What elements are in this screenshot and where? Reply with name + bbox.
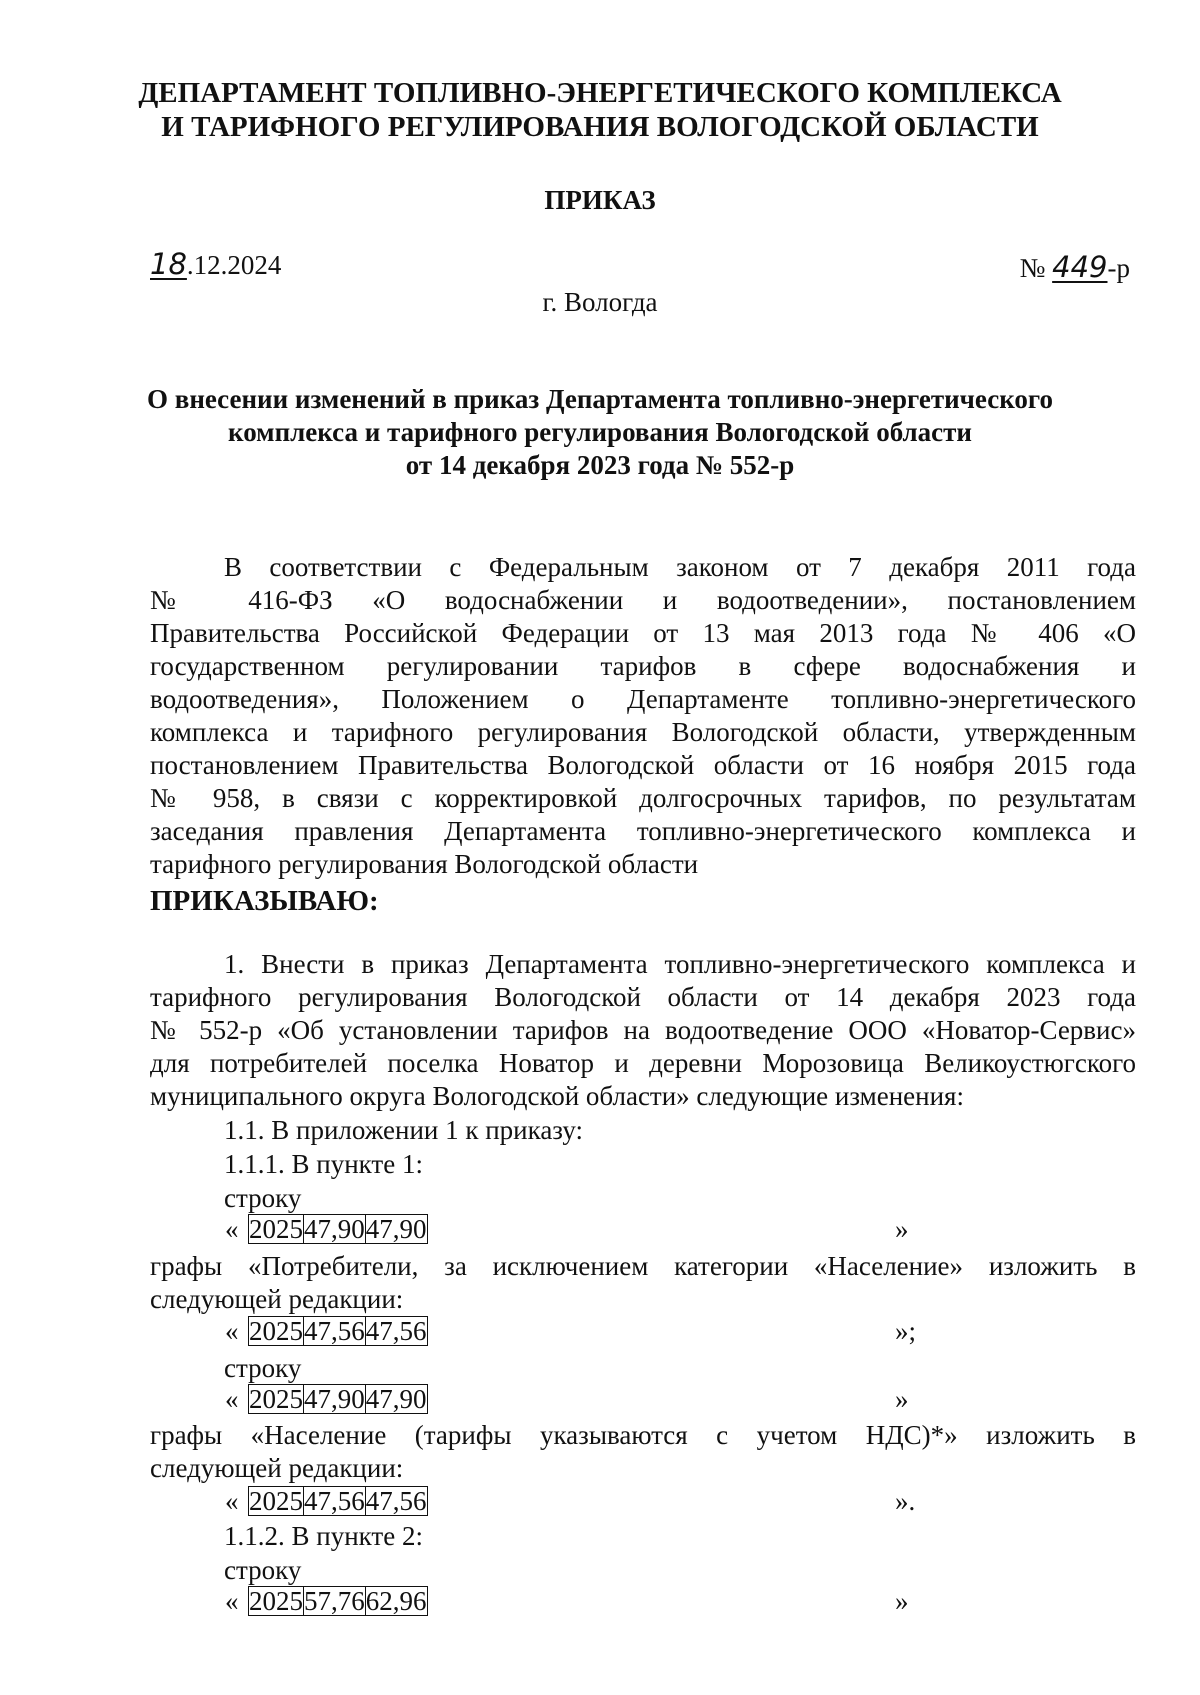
document-subject	[0, 383, 1200, 482]
preamble-line: заседания правления Департамента топливно-энергетического комплекса и	[150, 816, 1136, 846]
subject-line3: от 14 декабря 2023 года № 552-р	[405, 450, 795, 480]
graf-1-line: следующей редакции:	[150, 1284, 404, 1314]
graf-1	[150, 1250, 1136, 1316]
order-word: ПРИКАЗЫВАЮ:	[150, 885, 379, 917]
preamble-line: № 958, в связи с корректировкой долгосрочных тарифов, по результатам	[150, 783, 1136, 813]
graf-1-line: графы «Потребители, за исключением категории «Население» изложить в	[150, 1251, 1136, 1281]
preamble-line: тарифного регулирования Вологодской области	[150, 849, 699, 879]
tariff-value-2: 47,90	[365, 1214, 427, 1244]
number-handwritten: 449	[1052, 250, 1108, 284]
tariff-row-table	[248, 1384, 428, 1414]
preamble-line: В соответствии с Федеральным законом от 7 декабря 2011 года	[224, 552, 1136, 582]
tariff-year: 2025	[249, 1384, 303, 1414]
number-prefix: №	[1019, 253, 1046, 283]
subject-line2: комплекса и тарифного регулирования Вологодской области	[228, 417, 972, 447]
quote-open: «	[225, 1384, 239, 1414]
item-1-line: для потребителей поселка Новатор и деревни Морозовица Великоустюгского	[150, 1048, 1136, 1078]
number-suffix: -р	[1107, 253, 1130, 283]
tariff-row-table	[248, 1316, 428, 1346]
preamble-line: водоотведения», Положением о Департаменте топливно-энергетического	[150, 684, 1136, 714]
tariff-value-1: 47,90	[304, 1384, 365, 1414]
date-day-handwritten: 18	[150, 247, 187, 281]
quote-open: «	[225, 1586, 239, 1616]
quote-close: ».	[895, 1486, 916, 1516]
word-stroku: строку	[224, 1555, 302, 1585]
preamble	[150, 551, 1136, 881]
tariff-value-2: 62,96	[365, 1586, 427, 1616]
quote-open: «	[225, 1316, 239, 1346]
quote-close: »	[895, 1214, 909, 1244]
quote-close: »;	[895, 1316, 917, 1346]
city: г. Вологда	[542, 287, 658, 317]
department-name-line2: И ТАРИФНОГО РЕГУЛИРОВАНИЯ ВОЛОГОДСКОЙ ОБЛАСТИ	[161, 111, 1039, 143]
item-1-line: № 552-р «Об установлении тарифов на водоотведение ООО «Новатор-Сервис»	[150, 1015, 1136, 1045]
tariff-year: 2025	[249, 1586, 303, 1616]
document-date	[150, 247, 281, 281]
quote-close: »	[895, 1586, 909, 1616]
item-1-1-1: 1.1.1. В пункте 1:	[224, 1149, 423, 1179]
document-number	[1020, 250, 1130, 284]
date-rest: .12.2024	[186, 250, 282, 280]
preamble-line: комплекса и тарифного регулирования Вологодской области, утвержденным	[150, 717, 1136, 747]
graf-2-line: графы «Население (тарифы указываются с учетом НДС)*» изложить в	[150, 1420, 1136, 1450]
quote-open: «	[225, 1214, 239, 1244]
item-1	[150, 948, 1136, 1113]
tariff-year: 2025	[249, 1316, 303, 1346]
tariff-value-2: 47,56	[365, 1486, 427, 1516]
department-name-line1: ДЕПАРТАМЕНТ ТОПЛИВНО-ЭНЕРГЕТИЧЕСКОГО КОМПЛЕКСА	[138, 77, 1062, 109]
preamble-line: государственном регулировании тарифов в сфере водоснабжения и	[150, 651, 1136, 681]
quote-open: «	[225, 1486, 239, 1516]
item-1-line: тарифного регулирования Вологодской области от 14 декабря 2023 года	[150, 982, 1136, 1012]
tariff-row-table	[248, 1486, 428, 1516]
word-stroku: строку	[224, 1353, 302, 1383]
preamble-line: Правительства Российской Федерации от 13 мая 2013 года № 406 «О	[150, 618, 1136, 648]
tariff-row-table	[248, 1586, 428, 1616]
tariff-value-1: 47,56	[304, 1316, 365, 1346]
document-type: ПРИКАЗ	[544, 185, 656, 215]
tariff-row-table	[248, 1214, 428, 1244]
item-1-1-2: 1.1.2. В пункте 2:	[224, 1521, 423, 1551]
subject-line1: О внесении изменений в приказ Департамента топливно-энергетического	[146, 384, 1053, 414]
preamble-line: № 416-ФЗ «О водоснабжении и водоотведении», постановлением	[150, 585, 1136, 615]
tariff-value-2: 47,56	[365, 1316, 427, 1346]
word-stroku: строку	[224, 1183, 302, 1213]
tariff-year: 2025	[249, 1214, 303, 1244]
item-1-line: муниципального округа Вологодской области» следующие изменения:	[150, 1081, 964, 1111]
tariff-value-1: 47,90	[304, 1214, 365, 1244]
quote-close: »	[895, 1384, 909, 1414]
tariff-year: 2025	[249, 1486, 303, 1516]
tariff-value-1: 57,76	[304, 1586, 365, 1616]
preamble-line: постановлением Правительства Вологодской области от 16 ноября 2015 года	[150, 750, 1136, 780]
graf-2-line: следующей редакции:	[150, 1453, 404, 1483]
item-1-1: 1.1. В приложении 1 к приказу:	[224, 1115, 584, 1145]
tariff-value-1: 47,56	[304, 1486, 365, 1516]
graf-2	[150, 1419, 1136, 1485]
tariff-value-2: 47,90	[365, 1384, 427, 1414]
item-1-line: 1. Внести в приказ Департамента топливно-энергетического комплекса и	[224, 949, 1136, 979]
